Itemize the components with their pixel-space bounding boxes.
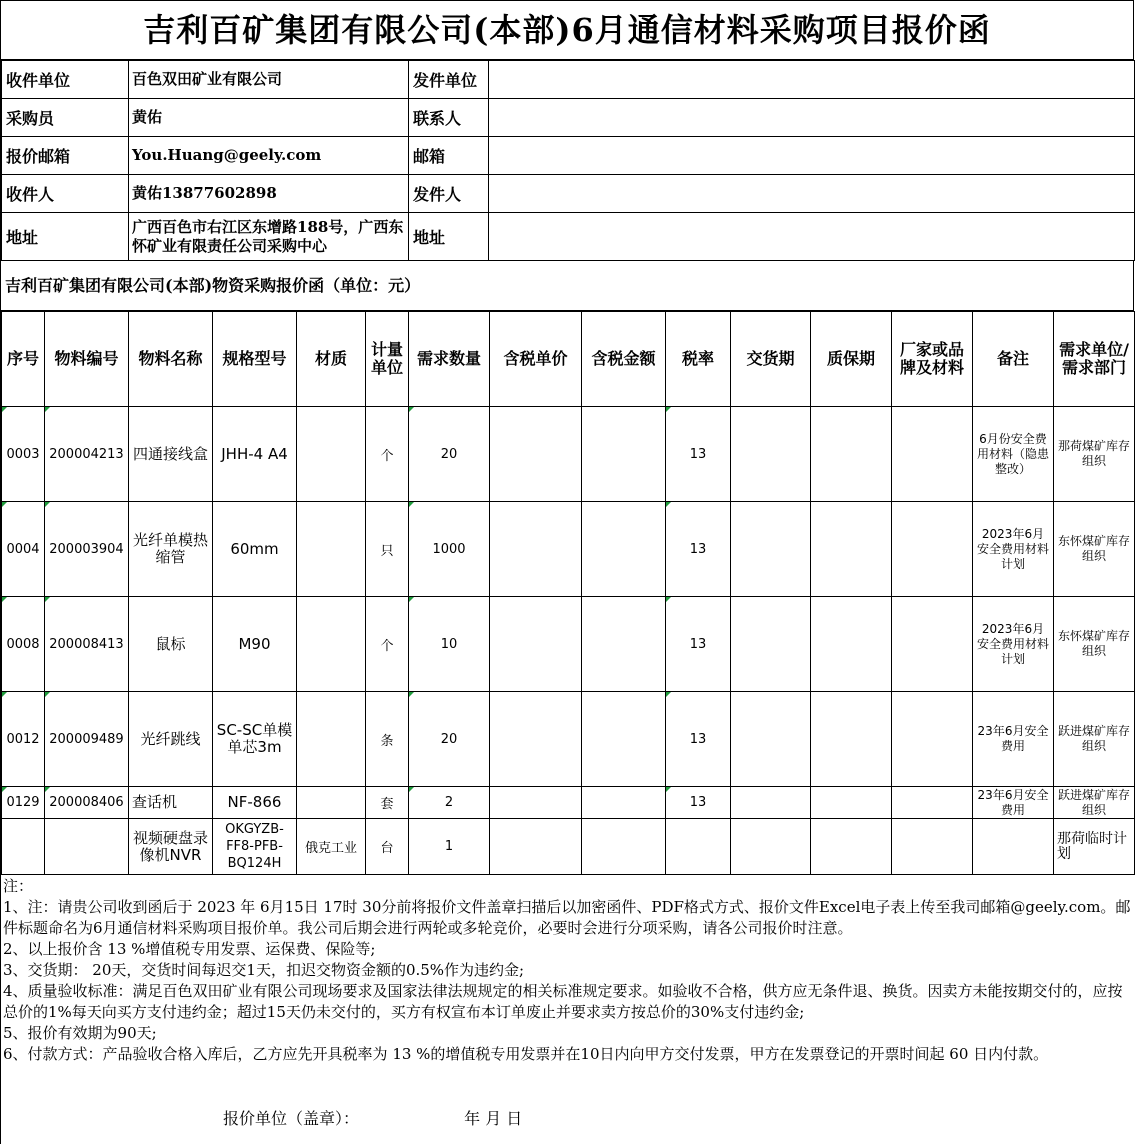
cell-warranty[interactable]	[811, 502, 892, 597]
cell-delivery[interactable]	[731, 597, 811, 692]
cell-name: 鼠标	[129, 597, 213, 692]
cell-warranty[interactable]	[811, 819, 892, 875]
cell-price[interactable]	[490, 502, 582, 597]
sender-label: 发件人	[409, 175, 489, 213]
contact-label: 联系人	[409, 99, 489, 137]
cell-no: 0129	[2, 787, 45, 819]
cell-tax[interactable]: 13	[666, 692, 731, 787]
cell-qty: 1	[409, 819, 490, 875]
cell-delivery[interactable]	[731, 502, 811, 597]
cell-tax[interactable]	[666, 819, 731, 875]
cell-price[interactable]	[490, 407, 582, 502]
cell-dept: 跃进煤矿库存组织	[1054, 787, 1135, 819]
cell-material[interactable]	[297, 502, 366, 597]
cell-code: 200003904	[45, 502, 129, 597]
note-item: 1、注：请贵公司收到函后于 2023 年 6月15日 17时 30分前将报价文件盖章扫描后以加密函件、PDF格式方式、报价文件Excel电子表上传至我司邮箱@geely.com。邮件标题命名为6月通信材料采购项目报价单。我公司后期会进行两轮或多轮竞价，必要时会进行分项采购，请各公司报价时注意。	[3, 898, 1131, 937]
cell-qty: 2	[409, 787, 490, 819]
cell-no: 0004	[2, 502, 45, 597]
col-header: 含税单价	[490, 312, 582, 407]
cell-warranty[interactable]	[811, 692, 892, 787]
cell-unit: 只	[366, 502, 409, 597]
cell-price[interactable]	[490, 787, 582, 819]
cell-remark: 23年6月安全费用	[973, 787, 1054, 819]
receiver-unit-label: 收件单位	[2, 61, 129, 99]
cell-price[interactable]	[490, 597, 582, 692]
mail-value[interactable]	[489, 137, 1135, 175]
email-label: 报价邮箱	[2, 137, 129, 175]
cell-brand[interactable]	[892, 407, 973, 502]
cell-dept: 那荷煤矿库存组织	[1054, 407, 1135, 502]
recipient-label: 收件人	[2, 175, 129, 213]
cell-unit: 个	[366, 407, 409, 502]
cell-delivery[interactable]	[731, 819, 811, 875]
col-header: 质保期	[811, 312, 892, 407]
cell-spec: 60mm	[213, 502, 297, 597]
cell-code: 200009489	[45, 692, 129, 787]
cell-name: 视频硬盘录像机NVR	[129, 819, 213, 875]
cell-code	[45, 819, 129, 875]
col-header: 需求数量	[409, 312, 490, 407]
cell-no: 0003	[2, 407, 45, 502]
mail-label: 邮箱	[409, 137, 489, 175]
cell-name: 光纤跳线	[129, 692, 213, 787]
col-header: 备注	[973, 312, 1054, 407]
note-item: 4、质量验收标准：满足百色双田矿业有限公司现场要求及国家法律法规规定的相关标准规定要求。如验收不合格，供方应无条件退、换货。因卖方未能按期交付的，应按总价的1%每天向买方支付违约金；超过15天仍未交付的，买方有权宣布本订单废止并要求卖方按总价的30%支付违约金;	[3, 982, 1123, 1021]
date-field[interactable]: 年 月 日	[464, 1109, 523, 1128]
address-label: 地址	[2, 213, 129, 261]
address-value[interactable]: 广西百色市右江区东增路188号，广西东怀矿业有限责任公司采购中心	[129, 213, 409, 261]
col-header: 含税金额	[582, 312, 666, 407]
cell-qty: 10	[409, 597, 490, 692]
email-value[interactable]: You.Huang@geely.com	[129, 137, 409, 175]
cell-tax[interactable]: 13	[666, 597, 731, 692]
recipient-value[interactable]: 黄佑13877602898	[129, 175, 409, 213]
col-header: 物料名称	[129, 312, 213, 407]
note-item: 2、以上报价含 13 %增值税专用发票、运保费、保险等;	[3, 940, 376, 958]
cell-name: 四通接线盒	[129, 407, 213, 502]
notes-heading: 注：	[3, 877, 34, 895]
signature-line	[223, 1106, 522, 1129]
sender-unit-label: 发件单位	[409, 61, 489, 99]
contact-header-table	[1, 60, 1135, 261]
col-header: 计量单位	[366, 312, 409, 407]
cell-qty: 1000	[409, 502, 490, 597]
cell-price[interactable]	[490, 819, 582, 875]
cell-delivery[interactable]	[731, 787, 811, 819]
table-row	[2, 502, 1135, 597]
cell-no: 0008	[2, 597, 45, 692]
cell-unit: 台	[366, 819, 409, 875]
cell-qty: 20	[409, 407, 490, 502]
cell-code: 200008406	[45, 787, 129, 819]
notes-section	[1, 876, 1133, 1065]
sender-value[interactable]	[489, 175, 1135, 213]
col-header: 税率	[666, 312, 731, 407]
cell-qty: 20	[409, 692, 490, 787]
cell-material[interactable]	[297, 597, 366, 692]
cell-unit: 个	[366, 597, 409, 692]
cell-material[interactable]	[297, 787, 366, 819]
cell-amount[interactable]	[582, 407, 666, 502]
address2-label: 地址	[409, 213, 489, 261]
col-header: 材质	[297, 312, 366, 407]
cell-spec: SC-SC单模单芯3m	[213, 692, 297, 787]
contact-value[interactable]	[489, 99, 1135, 137]
cell-dept: 跃进煤矿库存组织	[1054, 692, 1135, 787]
note-item: 5、报价有效期为90天;	[3, 1024, 157, 1042]
cell-unit: 条	[366, 692, 409, 787]
cell-tax[interactable]: 13	[666, 407, 731, 502]
cell-material[interactable]	[297, 692, 366, 787]
cell-unit: 套	[366, 787, 409, 819]
cell-remark	[973, 819, 1054, 875]
table-row	[2, 597, 1135, 692]
cell-price[interactable]	[490, 692, 582, 787]
receiver-unit-value[interactable]: 百色双田矿业有限公司	[129, 61, 409, 99]
col-header: 序号	[2, 312, 45, 407]
items-table	[1, 311, 1135, 875]
col-header: 需求单位/需求部门	[1054, 312, 1135, 407]
subtitle: 吉利百矿集团有限公司(本部)物资采购报价函（单位：元）	[1, 261, 1134, 311]
cell-remark: 6月份安全费用材料（隐患整改）	[973, 407, 1054, 502]
sender-unit-value[interactable]	[489, 61, 1135, 99]
col-header: 交货期	[731, 312, 811, 407]
cell-dept: 东怀煤矿库存组织	[1054, 502, 1135, 597]
cell-dept: 东怀煤矿库存组织	[1054, 597, 1135, 692]
cell-remark: 2023年6月安全费用材料计划	[973, 502, 1054, 597]
cell-no	[2, 819, 45, 875]
cell-brand[interactable]	[892, 787, 973, 819]
address2-value[interactable]	[489, 213, 1135, 261]
buyer-value[interactable]: 黄佑	[129, 99, 409, 137]
cell-amount[interactable]	[582, 819, 666, 875]
cell-tax[interactable]: 13	[666, 502, 731, 597]
cell-amount[interactable]	[582, 597, 666, 692]
buyer-label: 采购员	[2, 99, 129, 137]
cell-tax[interactable]: 13	[666, 787, 731, 819]
cell-name: 光纤单模热缩管	[129, 502, 213, 597]
cell-remark: 2023年6月安全费用材料计划	[973, 597, 1054, 692]
table-header-row	[2, 312, 1135, 407]
seal-label: 报价单位（盖章）：	[223, 1109, 360, 1128]
cell-brand[interactable]	[892, 692, 973, 787]
cell-amount[interactable]	[582, 502, 666, 597]
cell-no: 0012	[2, 692, 45, 787]
cell-material[interactable]	[297, 407, 366, 502]
cell-dept: 那荷临时计划	[1054, 819, 1135, 875]
cell-brand[interactable]	[892, 502, 973, 597]
col-header: 物料编号	[45, 312, 129, 407]
cell-spec: OKGYZB-FF8-PFB-BQ124H	[213, 819, 297, 875]
cell-code: 200008413	[45, 597, 129, 692]
table-row	[2, 787, 1135, 819]
col-header: 规格型号	[213, 312, 297, 407]
cell-amount[interactable]	[582, 787, 666, 819]
note-item: 6、付款方式：产品验收合格入库后，乙方应先开具税率为 13 %的增值税专用发票并在10日内向甲方交付发票，甲方在发票登记的开票时间起 60 日内付款。	[3, 1045, 1049, 1063]
cell-spec: NF-866	[213, 787, 297, 819]
cell-spec: JHH-4 A4	[213, 407, 297, 502]
cell-delivery[interactable]	[731, 692, 811, 787]
cell-amount[interactable]	[582, 692, 666, 787]
page-title: 吉利百矿集团有限公司(本部)6月通信材料采购项目报价函	[1, 1, 1134, 60]
cell-name: 查话机	[129, 787, 213, 819]
cell-warranty[interactable]	[811, 407, 892, 502]
cell-brand[interactable]	[892, 597, 973, 692]
cell-material[interactable]: 俄克工业	[297, 819, 366, 875]
col-header: 厂家或品牌及材料	[892, 312, 973, 407]
cell-warranty[interactable]	[811, 787, 892, 819]
cell-brand[interactable]	[892, 819, 973, 875]
table-row	[2, 819, 1135, 875]
table-row	[2, 692, 1135, 787]
cell-code: 200004213	[45, 407, 129, 502]
note-item: 3、交货期： 20天，交货时间每迟交1天，扣迟交物资金额的0.5%作为违约金;	[3, 961, 525, 979]
cell-delivery[interactable]	[731, 407, 811, 502]
cell-warranty[interactable]	[811, 597, 892, 692]
table-row	[2, 407, 1135, 502]
cell-spec: M90	[213, 597, 297, 692]
cell-remark: 23年6月安全费用	[973, 692, 1054, 787]
